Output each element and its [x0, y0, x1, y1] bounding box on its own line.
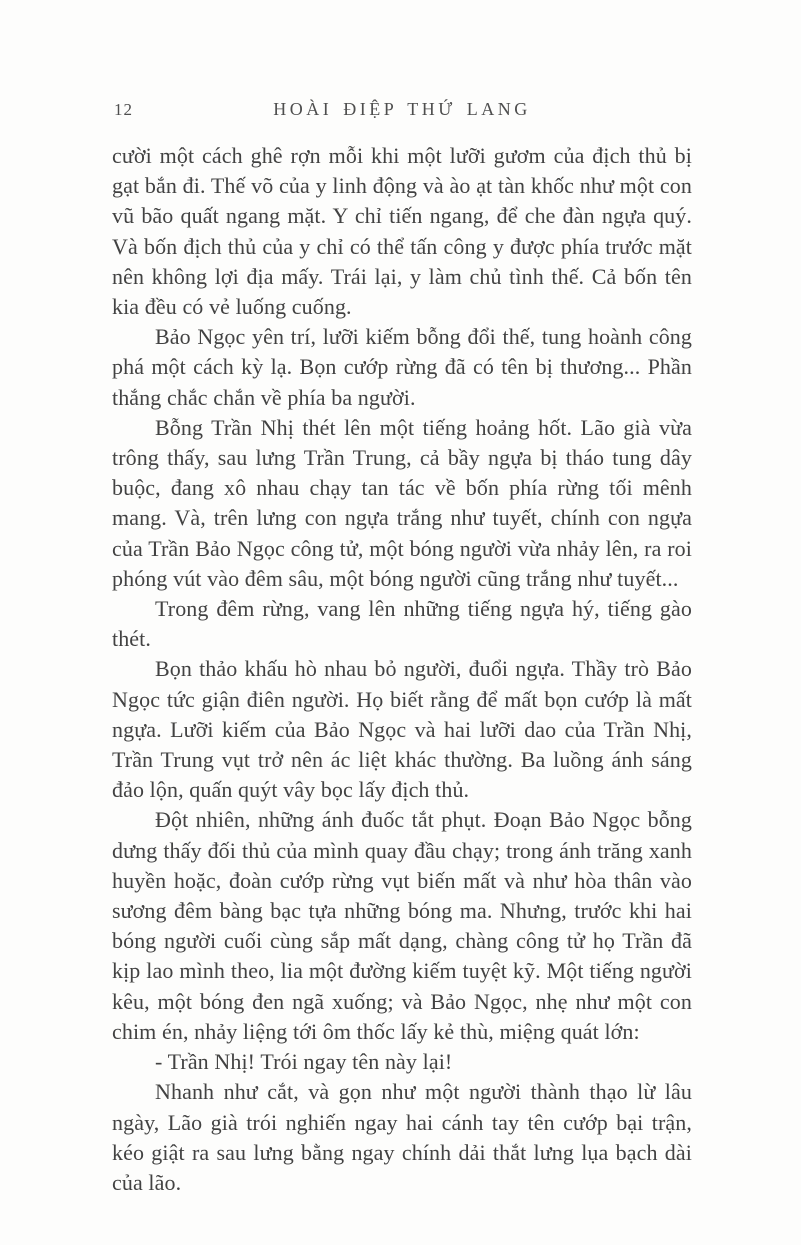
page-body — [112, 141, 692, 1198]
paragraph: Bỗng Trần Nhị thét lên một tiếng hoảng hốt. Lão già vừa trông thấy, sau lưng Trần Trung, cả bầy ngựa bị tháo tung dây buộc, đang xô nhau chạy tan tác về bốn phía rừng tối mênh mang. Và, trên lưng con ngựa trắng như tuyết, chính con ngựa của Trần Bảo Ngọc công tử, một bóng người vừa nhảy lên, ra roi phóng vút vào đêm sâu, một bóng người cũng trắng như tuyết... — [112, 414, 692, 591]
paragraph: Bọn thảo khấu hò nhau bỏ người, đuổi ngựa. Thầy trò Bảo Ngọc tức giận điên người. Họ biết rằng để mất bọn cướp là mất ngựa. Lưỡi kiếm của Bảo Ngọc và hai lưỡi dao của Trần Nhị, Trần Trung vụt trở nên ác liệt khác thường. Ba luồng ánh sáng đảo lộn, quấn quýt vây bọc lấy địch thủ. — [112, 656, 692, 803]
paragraph: Trong đêm rừng, vang lên những tiếng ngựa hý, tiếng gào thét. — [112, 596, 692, 652]
paragraph: - Trần Nhị! Trói ngay tên này lại! — [155, 1049, 453, 1075]
paragraph: Bảo Ngọc yên trí, lưỡi kiếm bỗng đổi thế, tung hoành công phá một cách kỳ lạ. Bọn cướp rừng đã có tên bị thương... Phần thắng chắc chắn về phía ba người. — [112, 324, 692, 410]
running-title: HOÀI ĐIỆP THỨ LANG — [273, 99, 531, 119]
book-page — [112, 0, 692, 1245]
page-header — [112, 98, 692, 124]
paragraph: Đột nhiên, những ánh đuốc tắt phụt. Đoạn Bảo Ngọc bỗng dưng thấy đối thủ của mình quay đầu chạy; trong ánh trăng xanh huyền hoặc, đoàn cướp rừng vụt biến mất và như hòa thân vào sương đêm bàng bạc tựa những bóng ma. Nhưng, trước khi hai bóng người cuối cùng sắp mất dạng, chàng công tử họ Trần đã kịp lao mình theo, lia một đường kiếm tuyệt kỹ. Một tiếng người kêu, một bóng đen ngã xuống; và Bảo Ngọc, nhẹ như một con chim én, nhảy liệng tới ôm thốc lấy kẻ thù, miệng quát lớn: — [112, 807, 692, 1044]
page-number: 12 — [114, 100, 133, 119]
paragraph: cười một cách ghê rợn mỗi khi một lưỡi gươm của địch thủ bị gạt bắn đi. Thế võ của y linh động và ào ạt tàn khốc như một con vũ bão quất ngang mặt. Y chỉ tiến ngang, để che đàn ngựa quý. Và bốn địch thủ của y chỉ có thể tấn công y được phía trước mặt nên không lợi địa mấy. Trái lại, y làm chủ tình thế. Cả bốn tên kia đều có vẻ luống cuống. — [112, 143, 692, 320]
paragraph: Nhanh như cắt, và gọn như một người thành thạo lừ lâu ngày, Lão già trói nghiến ngay hai cánh tay tên cướp bại trận, kéo giật ra sau lưng bằng ngay chính dải thắt lưng lụa bạch dài của lão. — [112, 1079, 692, 1195]
